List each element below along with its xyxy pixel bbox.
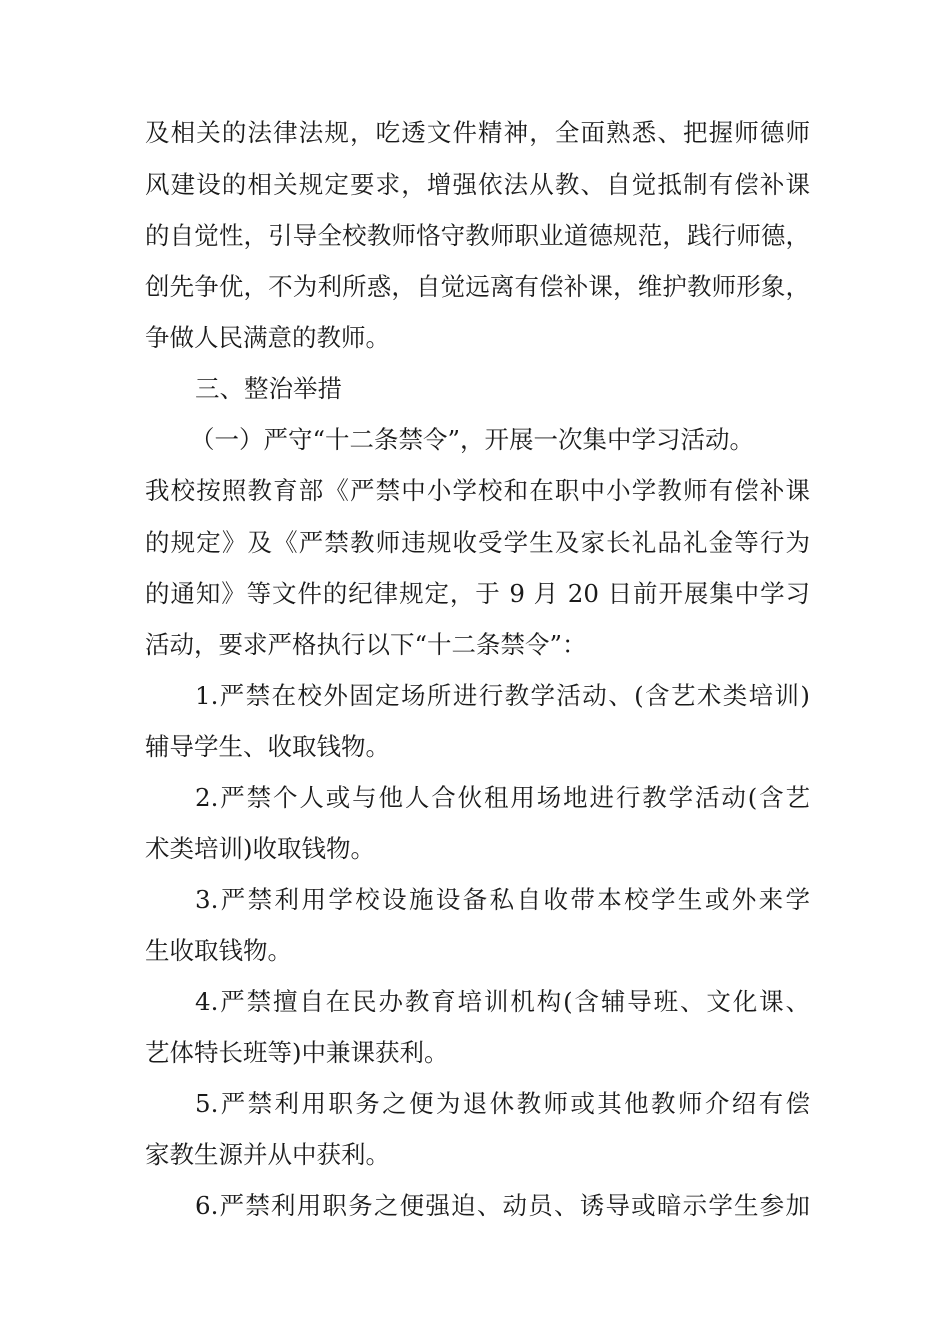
- paragraph-line: 的规定》及《严禁教师违规收受学生及家长礼品礼金等行为: [145, 528, 810, 557]
- list-item-line: 术类培训)收取钱物。: [145, 834, 376, 863]
- list-item-line: 4.严禁擅自在民办教育培训机构(含辅导班、文化课、: [195, 987, 810, 1016]
- section-heading: 三、整治举措: [195, 374, 342, 403]
- paragraph-line: 的通知》等文件的纪律规定，于 9 月 20 日前开展集中学习: [145, 579, 810, 608]
- list-item-line: 1.严禁在校外固定场所进行教学活动、(含艺术类培训): [195, 681, 810, 710]
- list-item-line: 生收取钱物。: [145, 936, 292, 965]
- list-item-line: 辅导学生、收取钱物。: [145, 732, 390, 761]
- paragraph-line: 争做人民满意的教师。: [145, 323, 390, 352]
- list-item-line: 3.严禁利用学校设施设备私自收带本校学生或外来学: [195, 885, 810, 914]
- paragraph-line: 的自觉性，引导全校教师恪守教师职业道德规范，践行师德，: [145, 221, 810, 250]
- paragraph-line: 风建设的相关规定要求，增强依法从教、自觉抵制有偿补课: [145, 170, 810, 199]
- paragraph-line: 创先争优，不为利所惑，自觉远离有偿补课，维护教师形象，: [145, 272, 810, 301]
- list-item-line: 2.严禁个人或与他人合伙租用场地进行教学活动(含艺: [195, 783, 810, 812]
- list-item-line: 5.严禁利用职务之便为退休教师或其他教师介绍有偿: [195, 1089, 810, 1118]
- paragraph-line: 我校按照教育部《严禁中小学校和在职中小学教师有偿补课: [145, 476, 810, 505]
- list-item-line: 6.严禁利用职务之便强迫、动员、诱导或暗示学生参加: [195, 1191, 810, 1220]
- paragraph-line: 及相关的法律法规，吃透文件精神，全面熟悉、把握师德师: [145, 118, 810, 147]
- list-item-line: 家教生源并从中获利。: [145, 1140, 390, 1169]
- list-item-line: 艺体特长班等)中兼课获利。: [145, 1038, 449, 1067]
- subsection-heading: （一）严守“十二条禁令”，开展一次集中学习活动。: [190, 425, 755, 454]
- paragraph-line: 活动，要求严格执行以下“十二条禁令”：: [145, 630, 587, 659]
